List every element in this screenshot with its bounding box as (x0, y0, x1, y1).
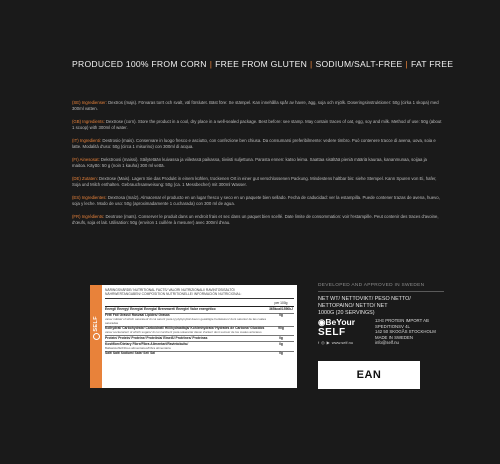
nutrition-table (90, 285, 297, 388)
nutrition-row-protein: Protein/ Protein/ Proteine/ Proteiinia/ Eiweiß/ Protéines/ Proteínas 0g (105, 335, 294, 341)
nutrition-row-fat: Fett/ Fat/ Grassi/ Rasvaa/ Lipides/ Grasas varav mättat/ of which saturated/ di cui saturi/ josta tyydyttynyttä/ davon gesättigte Fettsäuren/ dont saturés/ de las cuales saturadas 0g (105, 313, 294, 326)
nutrition-column-header: per 100g (274, 301, 288, 306)
nutrition-title: NÄRINGSVÄRDE/ NUTRITIONAL FACTS/ VALORI NUTRIZIONALI/ RAVINTOSISÄLTÖ/ (105, 288, 235, 292)
logo-mark-icon (93, 333, 100, 340)
headline-separator: | (405, 59, 408, 69)
headline (72, 59, 452, 69)
nutrition-row-fibre: Kostfiber/Dietary Fibre/Fibra Alimentari/Ravintokuitu/ Ballaststoffe/Fibres alimentaires/Fibra alimentaria 0g (105, 341, 294, 351)
beyourself-logo (318, 318, 372, 352)
headline-fat: FAT FREE (410, 59, 454, 69)
ingredients-block (72, 100, 442, 233)
headline-separator: | (209, 59, 213, 69)
social-icons (318, 340, 372, 345)
nutrition-row-salt: Salt/ Salt/ Sodium/ Sale/ Sel/ Sal 0g (105, 351, 294, 357)
developed-label: DEVELOPED AND APPROVED IN SWEDEN (318, 283, 444, 292)
ean-barcode-box: EAN (318, 361, 420, 389)
ingredients-de: (DE) Zutaten: Dextrose (Mais). Lagern Sie das Produkt in einem kühlen, trockenen Ort in einer gut verschlossenen Packung. Mindestens haltbar bis: siehe Stempel. Kann Spuren von Ei, hafer, Soja und Milch enthalten. Gebrauchsanweisung: 50g (ca. 1 Messbecher) mit 300ml Wasser. (72, 176, 437, 188)
ingredients-se: (SE) Ingredienser: Dextros (majs). Förvaras torrt och svalt, väl förslutet. Bäst före: Se stämpel. Kan innehålla spår av havre, ägg, soja och mjölk. Doseringsinstruktioner: 50g (cirka 1 skopa) med 300ml vatten. (72, 100, 439, 112)
ingredients-it: (IT) Ingredienti: Destrosio (mais). Conservare in luogo fresco e asciutto, con confezione ben chiusa. Da consumarsi preferibilmente: vedere timbro. Può contenere tracce di avena, uova, soia e latte. Modalità d'uso: 50g (circa 1 misurino) con 300ml di acqua. (72, 138, 436, 150)
globe-icon: ◉ (318, 317, 326, 327)
instagram-icon: ◎ (321, 340, 325, 345)
nutrition-row-carbohydrate: Kolhydrat/ Carbohydrate/ Carboidrati/ Hiilihydraattaja/ Kohlenhydrate/ Hydrates de Carbone/ Glucidos varav sockerarter/ of which sugars/ di cui zuccheri/ josta sokereita/ davon Zucker/ dont sucres/ de los cuales azúcares 90g (105, 326, 294, 336)
net-weight: NET WT/ NETTOVIKT/ PESO NETTO/ NETTOPAINO/ NETTO/ NET 1000G (20 SERVINGS) (318, 296, 411, 316)
ingredients-fi: (FI) Ainesosat: Dekstroosi (maissi). Säilytetään kuivassa ja viileässä paikassa, tiiviisti suljettuna. Parasta ennen: katso leima. Saattaa sisältää pieniä määriä kauraa, kananmunaa, soijaa ja maitoa. Käyttö: 50 g (noin 1 kauha) 300 ml vettä. (72, 157, 427, 169)
brand-bottom: SELF (318, 327, 346, 338)
youtube-icon: ▶ (326, 340, 330, 345)
facebook-icon: f (318, 340, 320, 345)
headline-corn: PRODUCED 100% FROM CORN (72, 59, 207, 69)
nutrition-subtitle: NÄHRWERTANGABEN/ COMPOSITION NUTRITIONELLE/ INFORMACIÓN NUTRICIONAL: (105, 292, 294, 299)
headline-gluten: FREE FROM GLUTEN (215, 59, 308, 69)
ingredients-gb: (GB) Ingredients: Dextrose (corn). Store the product in a cool, dry place in a well-sealed package. Best before: see stamp. May contain traces of oat, egg, soy and milk. Method of use: 50g (about 1 scoop) with 300ml of water. (72, 119, 442, 131)
headline-separator: | (310, 59, 313, 69)
logo-text: SELF (93, 315, 99, 332)
nutrition-row-energy: Energi/ Energy/ Energia/ Energia/ Brennwert/ Énergie/ Valor energético 365kcal/1550kJ (105, 307, 293, 311)
company-address: 13-E PROTEIN IMPORT AB SPEDITIONSV 4L 142 50 SKOGÅS STOCKHOLM MADE IN SWEDEN info@self.nu (375, 318, 436, 346)
ingredients-fr: (FR) Ingrédients: Dextrose (maïs). Conserver le produit dans un endroit frais et sec dans un paquet bien scellé. Date limite de consommation: voir l'estampille. Peut contenir des traces d'avoine, d'œufs, soja et lait. Utilisation: 50g (environ 1 cuillère à mesurer) avec 300ml d'eau. (72, 214, 439, 226)
brand-row (318, 318, 444, 352)
headline-sodium: SODIUM/SALT-FREE (315, 59, 403, 69)
brand-top: ◉BeYour (318, 317, 356, 327)
ingredients-es: (ES) Ingredientes: Dextrosa (maíz). Almacenar el producto en un lugar fresco y seco en un paquete bien sellado. Fecha de caducidad: ver la estampilla. Puede contener trazas de avena, huevo, soja y leche. Modo de uso: 50g (aproximadamente 1 cucharada) con 300 ml de agua. (72, 195, 440, 207)
self-logo (91, 313, 101, 343)
website: www.self.nu (331, 340, 354, 345)
